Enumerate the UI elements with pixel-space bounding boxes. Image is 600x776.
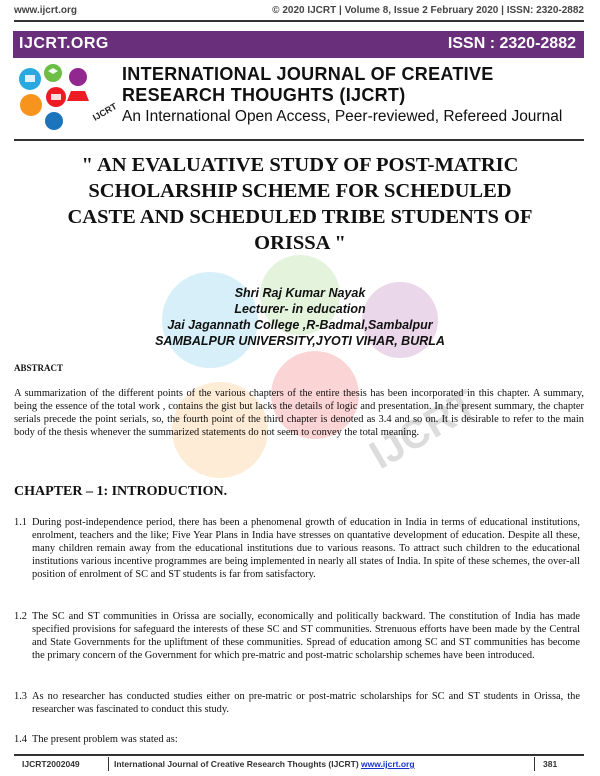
site-url[interactable]: www.ijcrt.org <box>14 5 77 16</box>
journal-name-line1: INTERNATIONAL JOURNAL OF CREATIVE <box>122 64 494 84</box>
item-text: During post-independence period, there has been a phenomenal growth of education in India in terms of educational institutions, enrolment, teachers and the like; Five Year Plans in India have stresses on quantative development of education. Despite all these, many children remain away from the educational institutions due to various reasons. To attract such children to the educational institutions various incentive programmes are being implemented in nearly all states of India. In spite of these schemes, the over-all position of enrolment of SC and ST students is far from satisfactory. <box>32 517 580 580</box>
item-number: 1.3 <box>14 691 27 702</box>
abstract-text: A summarization of the different points of the various chapters of the entire thesis has been incorporated in this chapter. A summary, being the essence of the total work , contains the gist but lacks the details of logic and presentation. In the present summary, the chapter serials precede the point serials, so, the fourth point of the third chapter is denoted as 3.4 and so on. It is desirable to refer to the main body of the thesis whenever the summarized statements do not seem to convey the total meaning. <box>14 388 584 438</box>
chapter-heading: CHAPTER – 1: INTRODUCTION. <box>14 484 228 499</box>
title-line: " AN EVALUATIVE STUDY OF POST-MATRIC <box>81 154 519 176</box>
page-number: 381 <box>543 759 558 769</box>
item-text: The present problem was stated as: <box>32 734 178 745</box>
footer-divider <box>14 754 584 756</box>
author-college: Jai Jagannath College ,R-Badmal,Sambalpur <box>167 318 433 332</box>
list-item <box>14 690 580 716</box>
title-line: ORISSA " <box>254 232 346 254</box>
list-item <box>14 516 580 581</box>
author-name: Shri Raj Kumar Nayak <box>234 286 366 300</box>
item-number: 1.2 <box>14 611 27 622</box>
journal-name-line2: RESEARCH THOUGHTS (IJCRT) <box>122 85 406 105</box>
list-item <box>14 610 580 662</box>
item-text: As no researcher has conducted studies either on pre-matric or post-matric scholarships for SC and ST students in Orissa, the researcher was fascinated to conduct this study. <box>32 691 580 715</box>
banner-issn: ISSN : 2320-2882 <box>447 35 576 52</box>
footer-journal-link[interactable]: www.ijcrt.org <box>361 759 415 769</box>
issue-info: © 2020 IJCRT | Volume 8, Issue 2 February 2020 | ISSN: 2320-2882 <box>272 5 584 16</box>
header-divider <box>14 20 584 22</box>
item-text: The SC and ST communities in Orissa are socially, economically and politically backward. The constitution of India has made specified provisions for safeguard the interests of these SC and ST communities. Strenuous efforts have been made by the Central and State Governments for the upliftment of these communities. Spread of education among SC and ST communities has become the primary concern of the Government for which pre-matric and post-matric scholarship schemes have been introduced. <box>32 611 580 661</box>
title-line: CASTE AND SCHEDULED TRIBE STUDENTS OF <box>67 206 533 228</box>
journal-tagline: An International Open Access, Peer-reviewed, Refereed Journal <box>122 108 563 125</box>
title-line: SCHOLARSHIP SCHEME FOR SCHEDULED <box>88 180 512 202</box>
logo-text: IJCRT <box>91 101 119 123</box>
item-number: 1.1 <box>14 517 27 528</box>
article-title <box>20 152 580 256</box>
running-header <box>14 2 584 18</box>
page-footer <box>14 757 584 771</box>
item-number: 1.4 <box>14 734 27 745</box>
footer-journal-text: International Journal of Creative Research Thoughts (IJCRT) <box>114 759 359 769</box>
masthead-divider <box>14 139 584 141</box>
author-position: Lecturer- in education <box>234 302 366 316</box>
footer-separator <box>108 757 109 771</box>
journal-banner <box>13 31 584 58</box>
journal-logo <box>16 63 119 133</box>
footer-separator <box>534 757 535 771</box>
list-item <box>14 733 580 746</box>
banner-site: IJCRT.ORG <box>19 35 109 52</box>
abstract-heading: ABSTRACT <box>14 363 64 373</box>
paper-code: IJCRT2002049 <box>22 759 80 769</box>
footer-journal <box>114 759 415 769</box>
author-university: SAMBALPUR UNIVERSITY,JYOTI VIHAR, BURLA <box>155 334 445 348</box>
watermark-text: IJCRT <box>362 381 485 478</box>
